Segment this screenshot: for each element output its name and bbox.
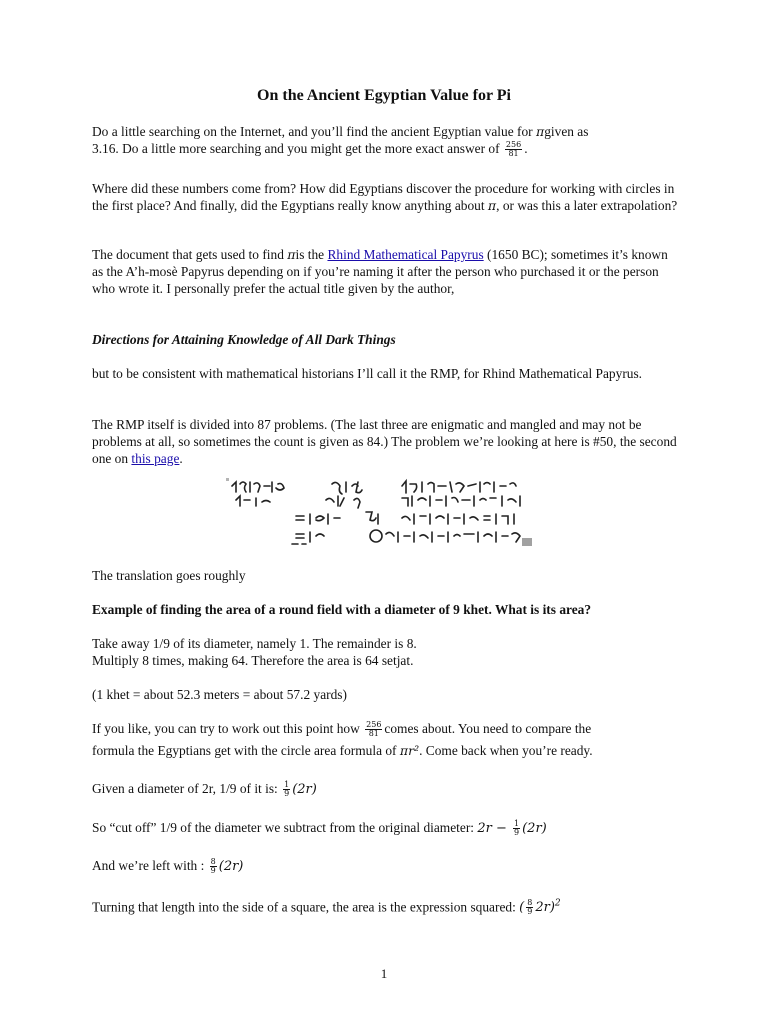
fraction-denominator: 81 [368,729,379,739]
text-span: Do a little searching on the Internet, and you’ll find the ancient Egyptian value for [92,124,536,139]
expression: 2r) [535,900,555,916]
circle-area-formula: πr² [399,743,420,758]
fraction [283,781,290,798]
book-title-heading: Directions for Attaining Knowledge of All Dark Things [92,332,396,347]
rhind-papyrus-link[interactable]: Rhind Mathematical Papyrus [327,247,484,262]
exercise-line-2 [92,742,593,759]
text-span: Given a diameter of 2r, 1/9 of it is: [92,781,282,796]
text-span: And we’re left with : [92,858,208,873]
formula [281,782,317,797]
text-span: Where did these numbers come from? How did Egyptians discover the procedure for working with circles in the first place? And finally, did the Egyptians really know anything about [92,181,675,213]
fraction-numerator: 8 [527,898,533,908]
text-span: 3.16. Do a little more searching and you might get the more exact answer of [92,141,503,156]
fraction-denominator: 81 [508,149,519,159]
fraction [505,141,522,158]
pi-symbol: π [487,198,497,213]
expression: (2r) [292,782,317,797]
expression: ( [519,900,525,916]
text-span: . Come back when you’re ready. [419,743,593,758]
question-paragraph [92,180,682,214]
intro-paragraph [92,123,682,158]
text-span: If you like, you can try to work out this point how [92,721,364,736]
fraction-denominator: 9 [284,789,290,798]
fraction-numerator: 1 [514,819,520,828]
text-span: , or was this a later extrapolation? [496,198,678,213]
text-span: . [524,141,528,156]
formula [477,821,546,836]
text-span: (1650 BC); sometimes it’s known as the A’h-mosè Papyrus depending on if you’re naming it after the person who purchased it or the person who wrote it. I personally prefer the actual title given by the author, [92,247,668,296]
problems-paragraph [92,416,682,467]
text-span: given as [544,124,589,139]
instruction-line-1: Take away 1/9 of its diameter, namely 1. The remainder is 8. [92,636,417,651]
unit-conversion: (1 khet = about 52.3 meters = about 57.2 yards) [92,687,347,702]
text-span: is the [295,247,328,262]
exponent: 2 [554,899,561,909]
translation-intro: The translation goes roughly [92,568,246,583]
text-span: So “cut off” 1/9 of the diameter we subtract from the original diameter: [92,820,478,835]
fraction [210,858,217,875]
formula [519,900,560,915]
expression: 2r − [477,821,512,836]
fraction-numerator: 256 [366,720,382,730]
fraction-numerator: 1 [284,780,290,789]
fraction-numerator: 256 [505,140,522,150]
page-title: On the Ancient Egyptian Value for Pi [257,87,511,104]
instruction-line-2: Multiply 8 times, making 64. Therefore the area is 64 setjat. [92,653,414,668]
pi-symbol: π [287,247,296,262]
text-span: formula the Egyptians get with the circle area formula of [92,743,400,758]
fraction-numerator: 8 [210,857,216,866]
fraction [513,820,520,837]
papyrus-hieratic-image [226,478,546,550]
rmp-paragraph: but to be consistent with mathematical historians I’ll call it the RMP, for Rhind Mathematical Papyrus. [92,366,643,381]
rhind-paragraph [92,246,682,297]
text-span: The document that gets used to find [92,247,288,262]
expression: (2r) [522,821,547,836]
fraction-denominator: 9 [210,866,216,875]
example-heading: Example of finding the area of a round field with a diameter of 9 khet. What is its area? [92,602,592,617]
this-page-link[interactable]: this page [131,451,180,466]
fraction-denominator: 9 [514,828,520,837]
step-square [92,896,561,916]
formula [208,859,244,874]
text-span: . [179,451,183,466]
exercise-line-1 [92,720,591,738]
fraction [365,721,382,738]
step-remainder [92,857,243,875]
fraction [526,899,533,916]
fraction-denominator: 9 [527,907,533,917]
page-number: 1 [380,966,388,981]
text-span: comes about. You need to compare the [384,721,592,736]
pi-symbol: π [535,124,545,139]
text-span: The RMP itself is divided into 87 problems. (The last three are enigmatic and mangled and may not be problems at all, so sometimes the count is given as 84.) The problem we’re looking at here is #50, the second one on [92,417,677,466]
step-cut-off [92,819,547,837]
expression: (2r) [218,859,244,874]
step-one-ninth [92,780,317,798]
text-span: Turning that length into the side of a square, the area is the expression squared: [92,899,520,915]
